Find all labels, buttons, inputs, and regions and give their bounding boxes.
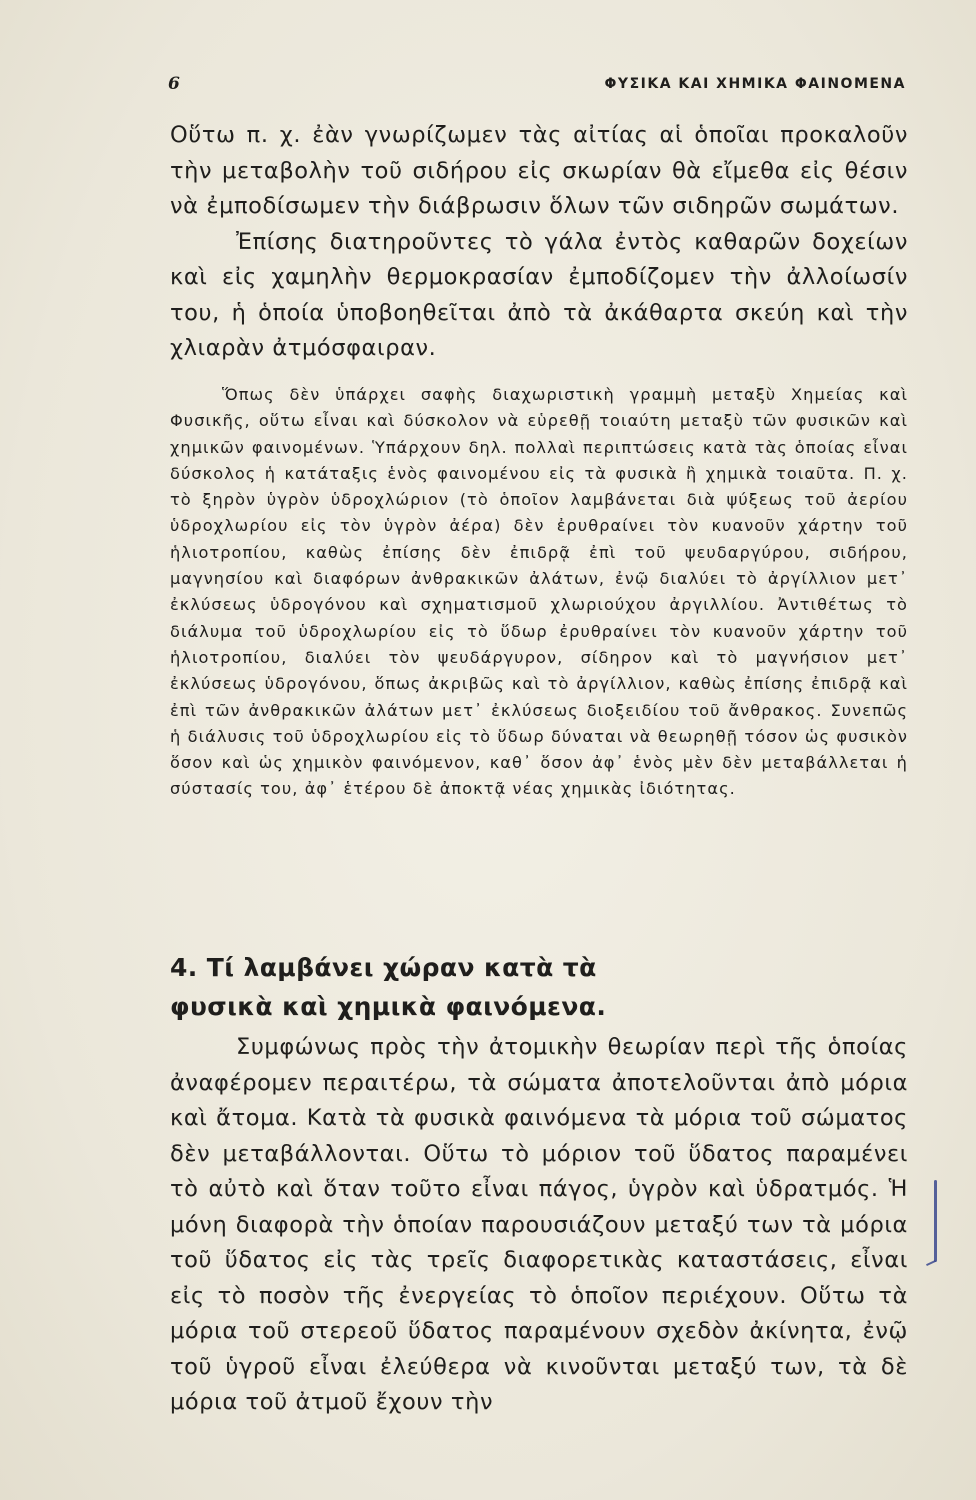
pen-margin-mark-tail <box>926 1260 936 1266</box>
running-title: ΦΥΣΙΚΑ ΚΑΙ ΧΗΜΙΚΑ ΦΑΙΝΟΜΕΝΑ <box>604 76 906 92</box>
pen-margin-mark <box>934 1180 937 1262</box>
page-number: 6 <box>168 74 180 94</box>
paragraph-atomic-theory: Συμφώνως πρὸς τὴν ἀτομικὴν θεωρίαν περὶ τῆς ὁποίας ἀναφέρομεν περαιτέρω, τὰ σώματα ἀποτελοῦνται ἀπὸ μόρια καὶ ἄτομα. Κατὰ τὰ φυσικὰ φαινόμενα τὰ μόρια τοῦ σώματος δὲν μεταβάλλονται. Οὕτω τὸ μόριον τοῦ ὕδατος παραμένει τὸ αὐτὸ καὶ ὅταν τοῦτο εἶναι πάγος, ὑγρὸν καὶ ὑδρατμός. Ἡ μόνη διαφορὰ τὴν ὁποίαν παρουσιάζουν μεταξύ των τὰ μόρια τοῦ ὕδατος εἰς τὰς τρεῖς διαφορετικὰς καταστάσεις, εἶναι εἰς τὸ ποσὸν τῆς ἐνεργείας τὸ ὁποῖον περιέχουν. Οὕτω τὰ μόρια τοῦ στερεοῦ ὕδατος παραμένουν σχεδὸν ἀκίνητα, ἐνῷ τοῦ ὑγροῦ εἶναι ἐλεύθερα νὰ κινοῦνται μεταξύ των, τὰ δὲ μόρια τοῦ ἀτμοῦ ἔχουν τὴν <box>170 1034 908 1415</box>
body-top <box>170 118 908 367</box>
section-block <box>170 948 908 1026</box>
section-heading-line-2: φυσικὰ καὶ χημικὰ φαινόμενα. <box>170 992 607 1021</box>
body-bottom <box>170 1030 908 1421</box>
body-small <box>170 382 908 803</box>
section-heading-line-1: 4. Τί λαμβάνει χώραν κατὰ τὰ <box>170 953 597 982</box>
paragraph-milk: Ἐπίσης διατηροῦντες τὸ γάλα ἐντὸς καθαρῶν δοχείων καὶ εἰς χαμηλὴν θερμοκρασίαν ἐμποδίζομεν τὴν ἀλλοίωσίν του, ἡ ὁποία ὑποβοηθεῖται ἀπὸ τὰ ἀκάθαρτα σκεύη καὶ τὴν χλιαρὰν ἀτμόσφαιραν. <box>170 228 908 361</box>
paragraph-rust: Οὕτω π. χ. ἐὰν γνωρίζωμεν τὰς αἰτίας αἱ ὁποῖαι προκαλοῦν τὴν μεταβολὴν τοῦ σιδήρου εἰς σκωρίαν θὰ εἴμεθα εἰς θέσιν νὰ ἐμποδίσωμεν τὴν διάβρωσιν ὅλων τῶν σιδηρῶν σωμάτων. <box>170 122 908 219</box>
paragraph-hydrochloric-acid: Ὅπως δὲν ὑπάρχει σαφὴς διαχωριστικὴ γραμμὴ μεταξὺ Χημείας καὶ Φυσικῆς, οὕτω εἶναι καὶ δύσκολον νὰ εὑρεθῇ τοιαύτη μεταξὺ τῶν φυσικῶν καὶ χημικῶν φαινομένων. Ὑπάρχουν δηλ. πολλαὶ περιπτώσεις κατὰ τὰς ὁποίας εἶναι δύσκολος ἡ κατάταξις ἑνὸς φαινομένου εἰς τὰ φυσικὰ ἢ χημικὰ τοιαῦτα. Π. χ. τὸ ξηρὸν ὑγρὸν ὑδροχλώριον (τὸ ὁποῖον λαμβάνεται διὰ ψύξεως τοῦ ἀερίου ὑδροχλωρίου εἰς τὸν ὑγρὸν ἀέρα) δὲν ἐρυθραίνει τὸν κυανοῦν χάρτην τοῦ ἡλιοτροπίου, καθὼς ἐπίσης δὲν ἐπιδρᾷ ἐπὶ τοῦ ψευδαργύρου, σιδήρου, μαγνησίου καὶ διαφόρων ἀνθρακικῶν ἀλάτων, ἐνῷ διαλύει τὸ ἀργίλλιον μετ᾽ ἐκλύσεως ὑδρογόνου καὶ σχηματισμοῦ χλωριούχου ἀργιλλίου. Ἀντιθέτως τὸ διάλυμα τοῦ ὑδροχλωρίου εἰς τὸ ὕδωρ ἐρυθραίνει τὸν κυανοῦν χάρτην τοῦ ἡλιοτροπίου, διαλύει τὸν ψευδάργυρον, σίδηρον καὶ τὸ μαγνήσιον μετ᾽ ἐκλύσεως ὑδρογόνου, ὅπως ἀκριβῶς καὶ τὸ ἀργίλλιον, καθὼς ἐπίσης ἐπιδρᾷ καὶ ἐπὶ τῶν ἀνθρακικῶν ἀλάτων μετ᾽ ἐκλύσεως διοξειδίου τοῦ ἄνθρακος. Συνεπῶς ἡ διάλυσις τοῦ ὑδροχλωρίου εἰς τὸ ὕδωρ δύναται νὰ θεωρηθῇ τόσον ὡς φυσικὸν ὅσον καὶ ὡς χημικὸν φαινόμενον, καθ᾽ ὅσον ἀφ᾽ ἑνὸς μὲν δὲν μεταβάλλεται ἡ σύστασίς του, ἀφ᾽ ἑτέρου δὲ ἀποκτᾷ νέας χημικὰς ἰδιότητας. <box>170 385 908 799</box>
section-heading <box>170 948 908 1026</box>
